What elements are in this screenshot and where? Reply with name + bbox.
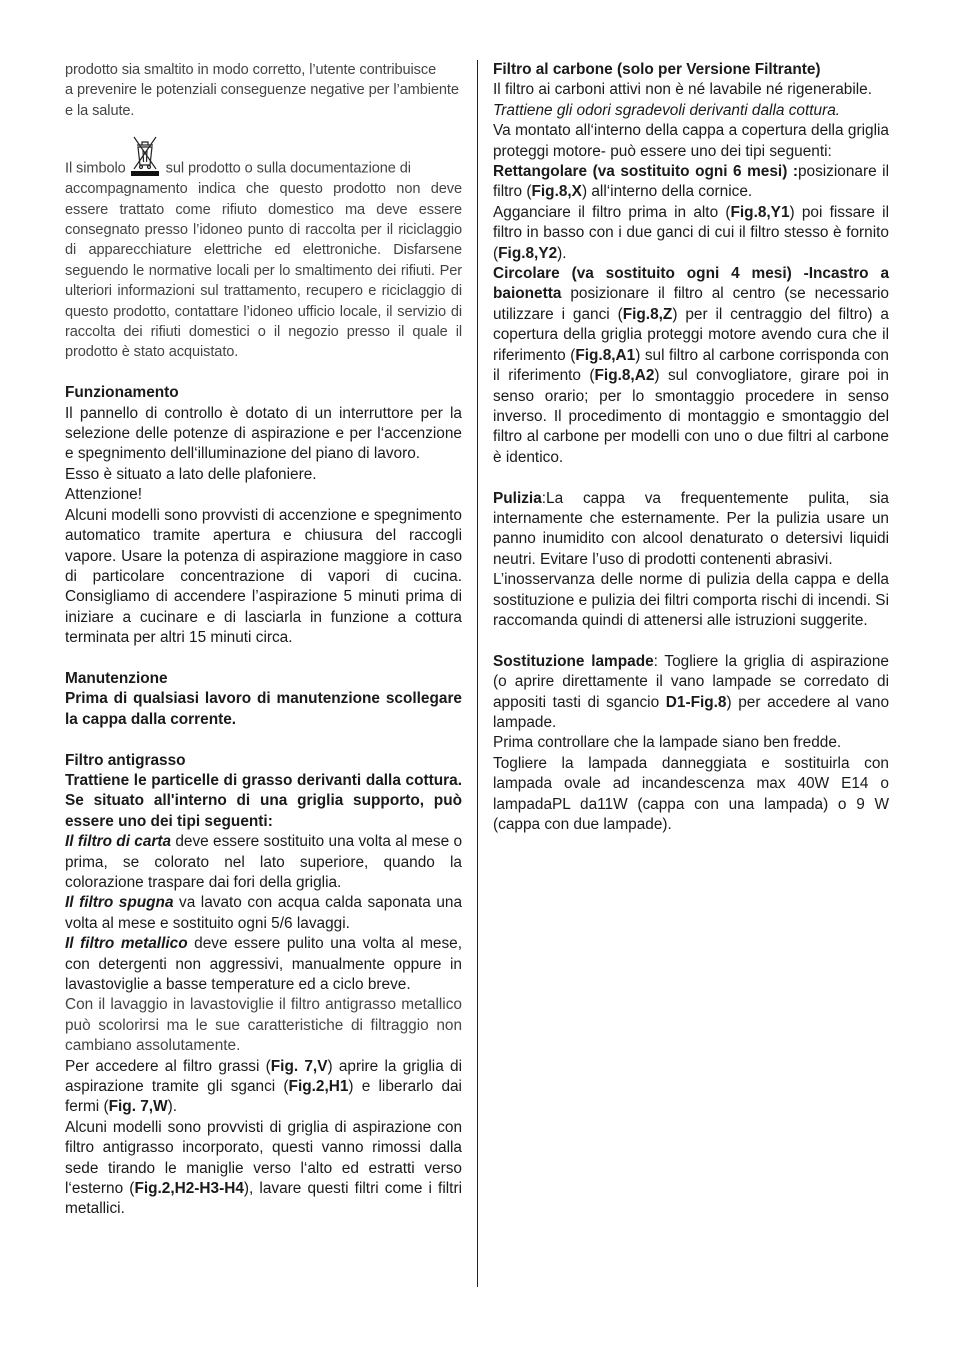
filtro-carta: Il filtro di carta deve essere sostituito una volta al mese o prima, se colorato nel lato superiore, quando la colorazione traspare dai fori della griglia.: [65, 833, 463, 891]
filtro-antigrasso-intro: Trattiene le particelle di grasso derivanti dalla cottura. Se situato all'interno di una griglia supporto, può essere uno dei tipi seguenti:: [65, 771, 462, 830]
column-divider: [477, 60, 478, 1287]
filtro-incorporato: Alcuni modelli sono provvisti di griglia di aspirazione con filtro antigrasso incorporato, questi vanno rimossi dalla sede tirando le maniglie verso l‘alto ed estratti verso l‘esterno (Fig.2,H2-H3-H4), lavare questi filtri come i filtri metallici.: [65, 1118, 462, 1218]
right-column: [493, 60, 889, 835]
filtro-spugna: Il filtro spugna va lavato con acqua calda saponata una volta al mese e sostituito ogni 5/6 lavaggi.: [65, 894, 462, 932]
intro-line: a prevenire le potenziali conseguenze negative per l’ambiente: [65, 82, 459, 99]
weee-text-after: sul prodotto o sulla documentazione di: [165, 160, 411, 177]
weee-paragraph: [65, 133, 462, 363]
funzionamento-p4: Alcuni modelli sono provvisti di accenzione e spegnimento automatico tramite apertura e chiusura del raccogli vapore. Usare la potenza di aspirazione maggiore in caso di particolare concentrazione di vapori di cucina. Consigliamo di accendere l’aspirazione 5 minuti prima di iniziare a cucinare e di lasciarla in funzione a cottura terminata per altri 15 minuti circa.: [65, 506, 462, 647]
carbone-agganciare: Agganciare il filtro prima in alto (Fig.8,Y1) poi fissare il filtro in basso con i due ganci di cui il filtro stesso è fornito (Fig.8,Y2).: [493, 203, 889, 262]
carbone-circolare: Circolare (va sostituito ogni 4 mesi) -Incastro a baionetta posizionare il filtro al centro (se necessario utilizzare i ganci (Fig.8,Z) per il centraggio del filtro) a copertura della griglia proteggi motore avendo cura che il riferimento (Fig.8,A1) sul filtro al carbone corrisponda con il riferimento (Fig.8,A2) sul convogliatore, girare poi in senso orario; per lo smontaggio procedere in senso inverso. Il procedimento di montaggio e smontaggio del filtro al carbone per modelli con uno o due filtri al carbone è identico.: [493, 265, 889, 466]
left-column: [65, 60, 462, 1220]
intro-paragraph: [65, 60, 462, 121]
carbone-rettangolare: Rettangolare (va sostituito ogni 6 mesi) :posizionare il filtro (Fig.8,X) all‘interno della cornice.: [493, 163, 890, 201]
lampade-p3: Togliere la lampada danneggiata e sostituirla con lampada ovale ad incandescenza max 40W E14 o lampadaPL da11W (cappa con una lampada) o 9 W (cappa con due lampade).: [493, 754, 889, 833]
lampade-p2: Prima controllare che la lampade siano ben fredde.: [493, 734, 842, 752]
lampade-paragraph: Sostituzione lampade: Togliere la griglia di aspirazione (o aprire direttamente il vano lampade se corredato di appositi tasti di sgancio D1-Fig.8) per accedere al vano lampade.: [493, 652, 890, 731]
crossed-bin-icon: [128, 133, 162, 179]
carbone-p1: Il filtro ai carboni attivi non è né lavabile né rigenerabile.: [493, 81, 873, 99]
weee-text-before: Il simbolo: [65, 160, 126, 177]
lavaggio-note: Con il lavaggio in lavastoviglie il filtro antigrasso metallico può scolorirsi ma le sue caratteristiche di filtraggio non cambiano assolutamente.: [65, 996, 462, 1055]
intro-line: e la salute.: [65, 102, 135, 119]
section-heading-funzionamento: Funzionamento: [65, 384, 179, 402]
accesso-filtro: Per accedere al filtro grassi (Fig. 7,V) aprire la griglia di aspirazione tramite gli sganci (Fig.2,H1) e liberarlo dai fermi (Fig. 7,W).: [65, 1057, 462, 1116]
weee-first-line: [65, 133, 462, 179]
intro-line: prodotto sia smaltito in modo corretto, l’utente contribuisce: [65, 62, 437, 78]
manutenzione-warning: Prima di qualsiasi lavoro di manutenzione scollegare la cappa dalla corrente.: [65, 690, 462, 728]
filtro-metallico: Il filtro metallico deve essere pulito una volta al mese, con detergenti non aggressivi, manualmente oppure in lavastoviglie a basse temperature ed a ciclo breve.: [65, 935, 463, 994]
carbone-p2: Trattiene gli odori sgradevoli derivanti dalla cottura.: [493, 101, 841, 119]
carbone-p3: Va montato all‘interno della cappa a copertura della griglia proteggi motore- può essere uno dei tipi seguenti:: [493, 122, 889, 160]
pulizia-paragraph: Pulizia:La cappa va frequentemente pulita, sia internamente che esternamente. Per la pulizia usare un panno inumidito con alcool denaturato o detersivi liquidi neutri. Evitare l’uso di prodotti contenenti abrasivi.: [493, 489, 889, 568]
funzionamento-p2: Esso è situato a lato delle plafoniere.: [65, 465, 317, 483]
pulizia-p2: L’inosservanza delle norme di pulizia della cappa e della sostituzione e pulizia dei filtri comporta rischi di incendi. Si raccomanda quindi di attenersi alle istruzioni suggerite.: [493, 571, 889, 629]
weee-body: accompagnamento indica che questo prodotto non deve essere trattato come rifiuto domestico ma deve essere consegnato presso l’idoneo punto di raccolta per il riciclaggio di apparecchiature elettriche ed elettroniche. Disfarsene seguendo le normative locali per lo smaltimento dei rifiuti. Per ulteriori informazioni sul trattamento, recupero e riciclaggio di questo prodotto, contattare l’idoneo ufficio locale, il servizio di raccolta dei rifiuti domestici o il negozio presso il quale il prodotto è stato acquistato.: [65, 181, 462, 361]
section-heading-filtro-antigrasso: Filtro antigrasso: [65, 751, 186, 769]
funzionamento-p3: Attenzione!: [65, 486, 143, 504]
section-heading-carbone: Filtro al carbone (solo per Versione Filtrante): [493, 61, 821, 78]
section-heading-manutenzione: Manutenzione: [65, 669, 168, 687]
funzionamento-p1: Il pannello di controllo è dotato di un interruttore per la selezione delle potenze di aspirazione e per l‘accenzione e spegnimento dell‘illuminazione del piano di lavoro.: [65, 404, 462, 463]
